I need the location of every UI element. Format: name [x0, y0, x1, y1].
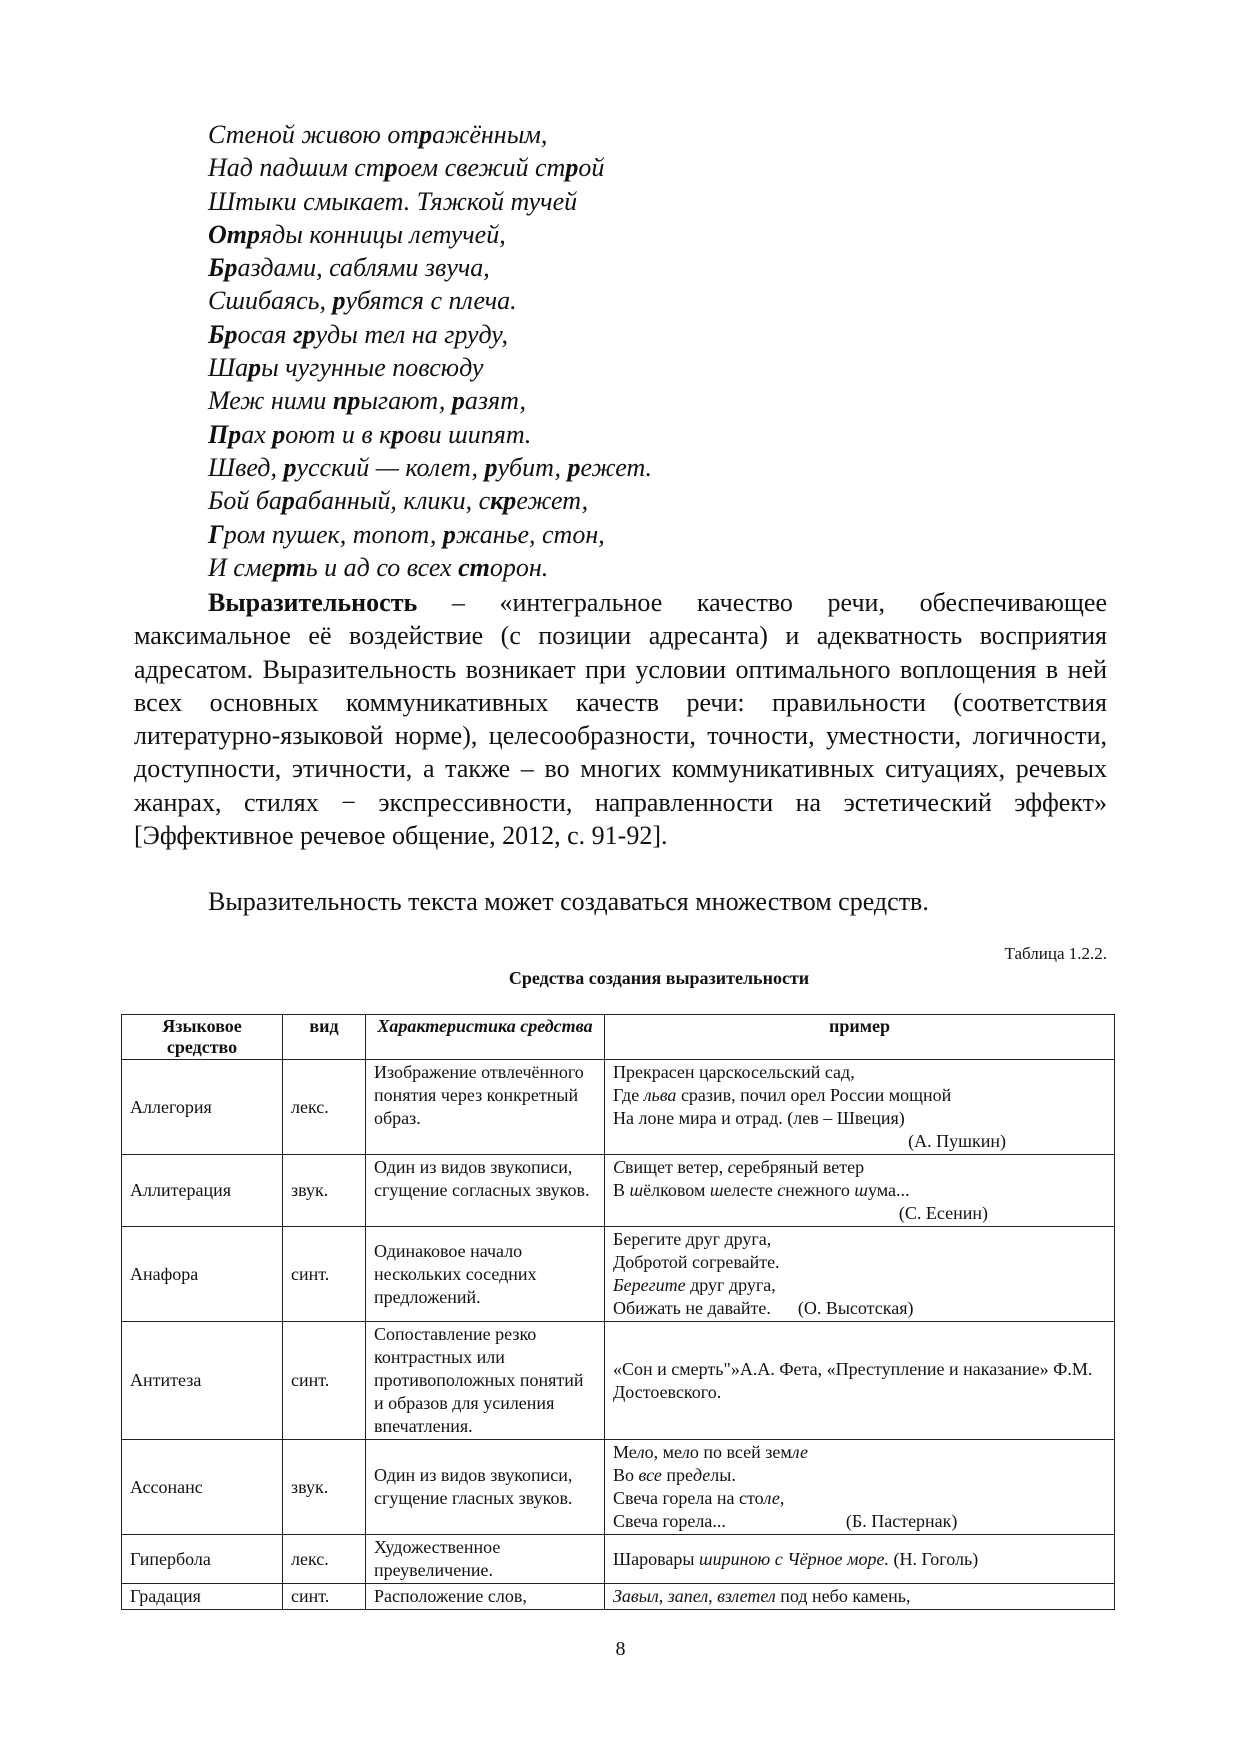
- emphasis: ле: [791, 1442, 809, 1462]
- example-line: [613, 1251, 1106, 1274]
- cell-kind: звук.: [283, 1440, 366, 1535]
- text-run: Где: [613, 1085, 644, 1105]
- table-row: [122, 1440, 1115, 1535]
- cell-characteristic: Один из видов звукописи, сгущение гласных звуков.: [366, 1440, 605, 1535]
- cell-characteristic: Изображение отвлечённого понятия через конкретный образ.: [366, 1060, 605, 1155]
- expressiveness-table: [121, 1014, 1115, 1610]
- text-run: ь и ад со всех: [305, 552, 459, 582]
- example-line: [613, 1510, 1106, 1533]
- text-run: убятся с плеча.: [345, 286, 517, 316]
- poem-line-1: [208, 118, 652, 151]
- emphasis: ш: [629, 1180, 644, 1200]
- text-run: На лоне мира и отрад. (лев – Швеция): [613, 1108, 905, 1128]
- emphasis: р: [332, 286, 346, 316]
- poem-line-7: [208, 318, 652, 351]
- paragraph1-first-line: – «интегральное качество речи, обеспечивающее: [417, 588, 1107, 617]
- cell-means: Аллитерация: [122, 1155, 283, 1227]
- cell-example: [605, 1535, 1115, 1584]
- emphasis: р: [567, 452, 581, 482]
- text-run: о, ме: [644, 1442, 683, 1462]
- text-run: И сме: [208, 552, 273, 582]
- paragraph-expressiveness: [134, 586, 1107, 852]
- emphasis: с: [727, 1157, 736, 1177]
- emphasis: ш: [854, 1180, 868, 1200]
- emphasis: Завыл, запел, взлетел: [613, 1586, 776, 1606]
- cell-characteristic: Одинаковое начало нескольких соседних предложений.: [366, 1227, 605, 1322]
- cell-characteristic: Художественное преувеличение.: [366, 1535, 605, 1584]
- example-author: (Б. Пастернак): [845, 1511, 958, 1531]
- text-run: ума...: [867, 1180, 910, 1200]
- emphasis: р: [248, 353, 262, 383]
- emphasis: льва: [643, 1085, 677, 1105]
- text-run: Бой ба: [208, 486, 282, 516]
- text-run: Свеча горела на сто: [613, 1488, 764, 1508]
- text-run: Сшибаясь,: [208, 286, 333, 316]
- text-run: Ша: [208, 353, 249, 383]
- text-run: о по всей зем: [689, 1442, 792, 1462]
- text-run: еребряный ветер: [735, 1157, 865, 1177]
- poem-line-8: [208, 351, 652, 384]
- emphasis: гр: [292, 319, 316, 349]
- table-row: [122, 1535, 1115, 1584]
- text-run: Над падшим ст: [208, 153, 385, 183]
- text-run: ы чугунные повсюду: [261, 353, 484, 383]
- text-run: Стеной живою от: [208, 120, 420, 149]
- example-line: [613, 1084, 1106, 1107]
- poem-line-12: [208, 484, 652, 517]
- example-line: [613, 1179, 1106, 1202]
- text-run: азят,: [464, 386, 526, 416]
- emphasis: пр: [332, 386, 361, 416]
- emphasis: р: [451, 386, 465, 416]
- emphasis: ш: [709, 1180, 724, 1200]
- emphasis: От: [208, 219, 247, 249]
- text-run: аздами, саблями звуча,: [237, 253, 490, 283]
- emphasis: р: [391, 419, 405, 449]
- text-run: нежного: [785, 1180, 855, 1200]
- text-run: Меж ними: [208, 386, 333, 416]
- poem-line-4: [208, 218, 652, 251]
- table-row: [122, 1584, 1115, 1610]
- example-line: [613, 1441, 1106, 1464]
- table-row: [122, 1060, 1115, 1155]
- emphasis: де: [692, 1465, 711, 1485]
- text-run: лы.: [710, 1465, 736, 1485]
- emphasis: р: [384, 153, 398, 183]
- text-run: В: [613, 1180, 630, 1200]
- table-row: [122, 1322, 1115, 1440]
- text-run: Добротой согревайте.: [613, 1252, 780, 1272]
- emphasis: шириною с Чёрное море.: [699, 1548, 889, 1569]
- example-line: [613, 1228, 1106, 1251]
- header-characteristic: Характеристика средства: [366, 1015, 605, 1060]
- text-run: жанье, стон,: [455, 519, 605, 549]
- cell-kind: лекс.: [283, 1060, 366, 1155]
- cell-example: [605, 1155, 1115, 1227]
- text-run: сразив, почил орел России мощной: [676, 1085, 952, 1105]
- text-run: убит,: [497, 452, 568, 482]
- example-line: [613, 1107, 1106, 1130]
- text-run: орон.: [489, 552, 549, 582]
- emphasis: кр: [490, 486, 517, 516]
- table-header-row: [122, 1015, 1115, 1060]
- cell-characteristic: Расположение слов,: [366, 1584, 605, 1610]
- cell-kind: синт.: [283, 1227, 366, 1322]
- emphasis: р: [419, 120, 433, 149]
- emphasis: Берегите: [613, 1275, 686, 1295]
- emphasis: р: [281, 486, 295, 516]
- text-run: Свеча горела...: [613, 1511, 726, 1531]
- text-run: ежет.: [580, 452, 653, 482]
- cell-characteristic: Сопоставление резко контрастных или противоположных понятий и образов для усиления впечатления.: [366, 1322, 605, 1440]
- text-run: ром пушек, топот,: [223, 519, 443, 549]
- poem-line-5: [208, 251, 652, 284]
- emphasis: р: [565, 153, 579, 183]
- text-run: елесте: [723, 1180, 778, 1200]
- example-line: [613, 1358, 1106, 1404]
- table-title: Средства создания выразительности: [508, 968, 810, 988]
- cell-means: Гипербола: [122, 1535, 283, 1584]
- poem: [208, 118, 652, 584]
- cell-example: [605, 1060, 1115, 1155]
- cell-kind: звук.: [283, 1155, 366, 1227]
- poem-line-3: [208, 185, 652, 218]
- example-line: [613, 1061, 1106, 1084]
- emphasis: р: [247, 219, 260, 249]
- text-run: под небо камень,: [775, 1586, 911, 1606]
- poem-line-10: [208, 418, 652, 451]
- cell-example: [605, 1440, 1115, 1535]
- emphasis: л: [636, 1442, 645, 1462]
- cell-example: [605, 1322, 1115, 1440]
- text-run: ах: [241, 419, 273, 449]
- paragraph1-rest: максимальное её воздействие (с позиции адресанта) и адекватность восприятия адресатом. Выразительность возникает при условии оптимального воплощения в ней всех основных коммуникативных качеств речи: правильности (соответствия литературно-языковой норме), целесообразности, точности, уместности, логичности, доступности, этичности, а также – во многих коммуникативных ситуациях, речевых жанрах, стилях − экспрессивности, направленности на эстетический эффект» [Эффективное речевое общение, 2012, с. 91-92].: [134, 621, 1107, 851]
- poem-line-9: [208, 384, 652, 417]
- text-run: пре: [661, 1465, 693, 1485]
- text-run: вищет ветер,: [625, 1157, 728, 1177]
- emphasis: р: [283, 452, 297, 482]
- text-run: Шаровары: [613, 1548, 699, 1569]
- table-row: [122, 1227, 1115, 1322]
- example-author: (А. Пушкин): [908, 1131, 1006, 1151]
- emphasis: л: [682, 1442, 690, 1462]
- header-kind: вид: [283, 1015, 366, 1060]
- example-author: (С. Есенин): [898, 1203, 988, 1223]
- text-run: Прекрасен царскосельский сад,: [613, 1062, 855, 1082]
- cell-means: Антитеза: [122, 1322, 283, 1440]
- poem-line-13: [208, 518, 652, 551]
- text-run: ёлковом: [643, 1180, 710, 1200]
- text-run: усский — колет,: [296, 452, 485, 482]
- emphasis: С: [613, 1157, 626, 1177]
- cell-example: [605, 1227, 1115, 1322]
- text-run: уды тел на груду,: [315, 319, 509, 349]
- example-line: [613, 1585, 1106, 1608]
- emphasis: Бр: [208, 253, 238, 283]
- emphasis: Пр: [208, 419, 242, 449]
- text-run: Берегите друг друга,: [613, 1229, 772, 1249]
- example-line: [613, 1464, 1106, 1487]
- emphasis: ле: [763, 1488, 780, 1508]
- text-run: (Н. Гоголь): [888, 1548, 979, 1569]
- emphasis: с: [777, 1180, 786, 1200]
- text-run: Ме: [613, 1442, 637, 1462]
- example-line: [613, 1297, 1106, 1320]
- emphasis: р: [442, 519, 456, 549]
- poem-line-14: [208, 551, 652, 584]
- text-run: друг друга,: [685, 1275, 776, 1295]
- text-run: Во: [613, 1465, 639, 1485]
- example-line: [613, 1548, 1106, 1571]
- poem-line-6: [208, 284, 652, 317]
- emphasis: Г: [208, 519, 224, 549]
- cell-characteristic: Один из видов звукописи, сгущение согласных звуков.: [366, 1155, 605, 1227]
- term-expressiveness: Выразительность: [208, 588, 418, 617]
- example-line: [613, 1274, 1106, 1297]
- poem-line-2: [208, 151, 652, 184]
- cell-means: Ассонанс: [122, 1440, 283, 1535]
- text-run: ыгают,: [360, 386, 452, 416]
- cell-means: Аллегория: [122, 1060, 283, 1155]
- cell-kind: синт.: [283, 1584, 366, 1610]
- text-run: Обижать не давайте. (О. Высотская): [613, 1298, 914, 1318]
- text-run: осая: [237, 319, 293, 349]
- cell-kind: лекс.: [283, 1535, 366, 1584]
- text-run: «Сон и смерть"»А.А. Фета, «Преступление и наказание» Ф.М. Достоевского.: [613, 1358, 1093, 1402]
- cell-means: Градация: [122, 1584, 283, 1610]
- header-example: пример: [605, 1015, 1115, 1060]
- emphasis: р: [272, 419, 286, 449]
- emphasis: ст: [458, 552, 490, 582]
- text-run: абанный, клики, с: [294, 486, 491, 516]
- cell-means: Анафора: [122, 1227, 283, 1322]
- cell-kind: синт.: [283, 1322, 366, 1440]
- page-number: 8: [615, 1638, 626, 1660]
- text-run: Швед,: [208, 452, 284, 482]
- text-run: оют и в к: [285, 419, 392, 449]
- emphasis: все: [638, 1465, 662, 1485]
- cell-example: [605, 1584, 1115, 1610]
- text-run: ови шипят.: [404, 419, 532, 449]
- example-line: [613, 1156, 1106, 1179]
- text-run: ой: [578, 153, 605, 183]
- table-row: [122, 1155, 1115, 1227]
- emphasis: рт: [272, 552, 306, 582]
- table-caption: Таблица 1.2.2.: [1004, 944, 1107, 963]
- emphasis: Бр: [208, 319, 238, 349]
- paragraph-means: Выразительность текста может создаваться множеством средств.: [208, 887, 929, 916]
- header-language-means: Языковое средство: [122, 1015, 283, 1060]
- text-run: Штыки смыкает. Тяжкой тучей: [208, 186, 578, 216]
- text-run: оем свежий ст: [397, 153, 566, 183]
- example-line: [613, 1487, 1106, 1510]
- text-run: ,: [779, 1488, 785, 1508]
- emphasis: р: [484, 452, 498, 482]
- text-run: ажённым,: [432, 120, 548, 149]
- poem-line-11: [208, 451, 652, 484]
- text-run: яды конницы летучей,: [260, 219, 506, 249]
- text-run: ежет,: [516, 486, 589, 516]
